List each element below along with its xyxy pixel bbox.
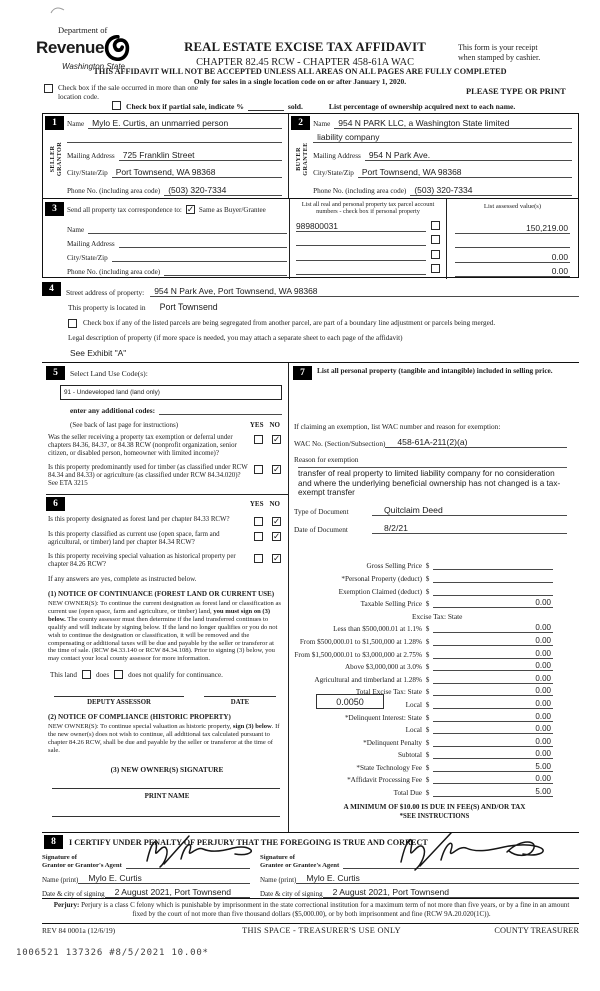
seller-phone-field[interactable]: (503) 320-7334 [164, 185, 282, 196]
seller-section [43, 114, 288, 198]
s6q2-yes-checkbox[interactable] [254, 532, 263, 541]
wac-number-field[interactable]: 458-61A-211(2)(a) [385, 437, 567, 448]
segregated-label: Check box if any of the listed parcels are being segregated from another parcel, are part of a boundary line adjustment or parcels being merged. [83, 319, 496, 327]
corr-name-label: Name [67, 225, 85, 234]
corr-phone-label: Phone No. (including area code) [67, 267, 161, 276]
money-label: Less than $500,000.01 at 1.1% [333, 625, 422, 634]
seller-city-label: City/State/Zip [67, 169, 108, 178]
see-instructions-note: *SEE INSTRUCTIONS [399, 813, 470, 821]
located-in-field[interactable]: Port Townsend [159, 302, 218, 312]
grantee-name-print-label: Name (print) [260, 875, 297, 884]
compliance-text: NEW OWNER(S): To continue special valuation as historic property, sign (3) below. If the new owner(s) does not wish to continue, all additional tax calculated pursuant to chapter 84.26 RCW, shall be due and payable by the seller or transferor at the time of sale. [48, 723, 280, 754]
corr-name-field[interactable] [88, 233, 287, 234]
s6q3-no-checkbox[interactable]: ✓ [273, 552, 281, 563]
additional-codes-label: enter any additional codes: [70, 406, 156, 415]
grantee-signature-label: Signature of Grantee or Grantee's Agent [260, 854, 340, 869]
parcel-personal-checkbox[interactable] [431, 235, 440, 244]
buyer-section [288, 114, 578, 198]
partial-sale-label: Check box if partial sale, indicate % [126, 102, 244, 111]
money-label: *Affidavit Processing Fee [347, 776, 422, 785]
partial-sale-checkbox[interactable] [112, 101, 121, 110]
seller-name-field[interactable]: Mylo E. Curtis, an unmarried person [88, 118, 282, 129]
continuance-text: NEW OWNER(S): To continue the current designation as forest land or classification as current use (open space, farm and agriculture, or timber) land, you must sign on (3) below. The county assessor must then determine if the land transferred continues to qualify and will indicate by signing below. If the land no longer qualifies or you do not wish to continue the designation or classification, it will be removed and the compensating or additional taxes will be due and payable by the seller or transferor at the time of sale. (RCW 84.33.140 or RCW 84.34.108). Prior to signing (3) below, you may contact your local county assessor for more information. [48, 600, 281, 663]
money-label: From $1,500,000.01 to $3,000,000 at 2.75% [294, 650, 422, 659]
historical-property-question: Is this property receiving special valuation as historical property per chapter 84.26 RCW? [48, 552, 236, 568]
s6q2-no-checkbox[interactable]: ✓ [273, 531, 281, 542]
money-field[interactable]: 0.00 [433, 636, 553, 646]
multi-location-label: Check box if the sale occurred in more than one location code. [58, 83, 199, 101]
corr-city-label: City/State/Zip [67, 253, 108, 262]
buyer-phone-label: Phone No. (including area code) [313, 186, 407, 195]
seller-city-field[interactable]: Port Townsend, WA 98368 [112, 167, 282, 178]
section-1-number: 1 [45, 116, 64, 130]
seller-name-label: Name [67, 120, 85, 128]
same-as-buyer-label: Same as Buyer/Grantee [198, 205, 266, 214]
pen-mark [50, 6, 66, 15]
land-does-checkbox[interactable] [82, 670, 91, 679]
seller-mailing-label: Mailing Address [67, 151, 115, 160]
main-two-column [42, 362, 579, 832]
grantor-signature-label: Signature of Grantor or Grantor's Agent [42, 854, 122, 869]
legal-description-label: Legal description of property (if more space is needed, you may attach a separate sheet to each page of the affidavit) [68, 334, 403, 342]
receipt-note: This form is your receipt when stamped by cashier. [458, 43, 541, 62]
seller-name2-field[interactable] [67, 142, 282, 143]
assessed-value-field[interactable]: 0.00 [455, 266, 570, 277]
does-label: does [95, 670, 110, 679]
dollar-sign: $ [425, 663, 430, 672]
dollar-sign: $ [425, 637, 430, 646]
deputy-date-line[interactable]: DATE [204, 696, 276, 706]
money-field[interactable]: 5.00 [433, 787, 553, 797]
print-name-line[interactable] [52, 816, 280, 817]
exemption-deferral-question: Was the seller receiving a property tax exemption or deferral under chapters 84.36, 84.37, or 84.38 RCW (nonprofit organization, senior citizen, or disabled person, homeowner with limited income)? [48, 434, 237, 458]
grantor-name-field[interactable]: Mylo E. Curtis [78, 873, 250, 884]
forest-land-question: Is this property designated as forest land per chapter 84.33 RCW? [48, 516, 230, 524]
certification-section [42, 832, 579, 898]
seller-mailing-field[interactable]: 725 Franklin Street [119, 150, 282, 161]
assessed-values-column [446, 199, 578, 279]
money-field[interactable]: 0.00 [433, 649, 553, 659]
parcel-number-field[interactable] [296, 274, 426, 275]
form-subtitle: CHAPTER 82.45 RCW - CHAPTER 458-61A WAC [196, 57, 414, 68]
money-field[interactable]: 0.00 [433, 686, 553, 696]
answers-yes-note: If any answers are yes, complete as instructed below. [48, 575, 197, 584]
street-address-field[interactable]: 954 N Park Ave, Port Townsend, WA 98368 [150, 286, 579, 297]
grantee-signature-ink [387, 830, 557, 872]
dollar-sign: $ [425, 587, 430, 596]
dollar-sign: $ [425, 700, 430, 709]
reason-label: Reason for exemption [294, 455, 359, 464]
tax-correspondence-section [43, 198, 578, 279]
assessed-values-header: List assessed value(s) [483, 203, 542, 210]
dollar-sign: $ [425, 600, 430, 609]
doc-date-label: Date of Document [294, 524, 348, 534]
section-2-number: 2 [291, 116, 310, 130]
s5q2-no-checkbox[interactable]: ✓ [273, 463, 281, 474]
rev-number: REV 84 0001a (12/6/19) [42, 926, 116, 935]
local-rate-box[interactable]: 0.0050 [316, 694, 384, 709]
money-field[interactable]: 0.00 [433, 699, 553, 709]
grantee-date-city-field[interactable]: 2 August 2021, Port Townsend [323, 887, 579, 898]
money-label: Gross Selling Price [366, 562, 422, 571]
money-label: Local [405, 726, 422, 735]
money-field[interactable]: 0.00 [433, 598, 553, 608]
money-field[interactable]: 0.00 [433, 623, 553, 633]
money-label: Total Excise Tax: State [355, 688, 422, 697]
partial-sale-suffix: sold. [287, 102, 303, 111]
dollar-sign: $ [425, 688, 430, 697]
seller-phone-label: Phone No. (including area code) [67, 186, 161, 195]
land-use-code-field[interactable]: 91 - Undeveloped land (land only) [60, 385, 282, 400]
money-field[interactable]: 0.00 [433, 674, 553, 684]
land-use-title: Select Land Use Code(s): [70, 368, 148, 378]
land-use-column [42, 363, 289, 832]
money-label: *Personal Property (deduct) [341, 574, 422, 583]
s5q2-yes-checkbox[interactable] [254, 465, 263, 474]
money-field[interactable]: 0.00 [433, 712, 553, 722]
excise-tax-state-header: Excise Tax: State [412, 611, 463, 621]
partial-sale-percent-field[interactable] [248, 110, 284, 111]
section-6-number: 6 [46, 497, 65, 511]
personal-property-title: List all personal property (tangible and intangible) included in selling price. [317, 366, 553, 375]
buyer-name2-field[interactable]: liability company [313, 132, 572, 143]
dollar-sign: $ [425, 751, 430, 760]
s5q1-no-checkbox[interactable]: ✓ [273, 434, 281, 444]
section-7-number: 7 [293, 366, 312, 380]
compliance-title: (2) NOTICE OF COMPLIANCE (HISTORIC PROPERTY) [48, 713, 231, 722]
parcel-header: List all real and personal property tax parcel account numbers - check box if personal property [301, 201, 435, 216]
money-field[interactable]: 0.00 [433, 749, 553, 759]
new-owner-signature-line[interactable] [52, 788, 280, 789]
assessed-value-field[interactable]: 150,219.00 [455, 223, 570, 234]
buyer-city-field[interactable]: Port Townsend, WA 98368 [358, 167, 572, 178]
doc-type-field[interactable]: Quitclaim Deed [372, 505, 567, 516]
legal-description-field[interactable]: See Exhibit "A" [70, 348, 127, 358]
logo-dept-of: Department of [58, 25, 108, 35]
land-does-not-checkbox[interactable] [114, 670, 123, 679]
money-label: Total Due [393, 789, 422, 798]
section-4-number: 4 [42, 282, 61, 296]
treasurer-space-label: THIS SPACE - TREASURER'S USE ONLY [242, 926, 401, 935]
county-treasurer-label: COUNTY TREASURER [494, 926, 579, 935]
dollar-sign: $ [425, 789, 430, 798]
perjury-label: Perjury: [53, 901, 80, 909]
grantee-date-city-label: Date & city of signing [260, 890, 323, 898]
money-label: Above $3,000,000 at 3.0% [344, 663, 422, 672]
buyer-phone-field[interactable]: (503) 320-7334 [410, 185, 572, 196]
s6q1-yes-checkbox[interactable] [254, 517, 263, 526]
cashier-stamp: 1006521 137326 #8/5/2021 10.00* [16, 948, 209, 958]
parcel-number-field[interactable]: 989800031 [296, 221, 426, 232]
perjury-text: Perjury is a class C felony which is punishable by imprisonment in the state correctional institution for a maximum term of not more than five years, or by a fine in an amount fixed by the court of not more than five thousand dollars ($5,000.00), or by both imprisonment and fine (RCW 9A.20.020(1C)). [81, 901, 570, 918]
money-label: Subtotal [398, 751, 422, 760]
parcel-personal-checkbox[interactable] [431, 250, 440, 259]
grantor-date-city-field[interactable]: 2 August 2021, Port Townsend [105, 887, 250, 898]
form-header [0, 0, 600, 113]
s6q1-no-checkbox[interactable]: ✓ [273, 516, 281, 527]
single-location-note: Only for sales in a single location code on or after January 1, 2020. [193, 77, 407, 86]
buyer-mailing-field[interactable]: 954 N Park Ave. [365, 150, 572, 161]
reason-field[interactable]: transfer of real property to limited liability company for no consideration and where the underlying beneficial ownership has not changed is a tax-exempt transfer [298, 467, 567, 498]
yes-no-header: YES NO [249, 500, 280, 509]
parties-box [42, 113, 579, 278]
deputy-assessor-signature-line[interactable]: DEPUTY ASSESSOR [54, 696, 184, 706]
grantee-name-field[interactable]: Mylo E. Curtis [296, 873, 579, 884]
section-8-number: 8 [44, 835, 63, 849]
print-name-label: PRINT NAME [144, 791, 190, 800]
assessed-value-field[interactable]: 0.00 [455, 252, 570, 263]
money-label: From $500,000.01 to $1,500,000 at 1.28% [299, 637, 422, 646]
section-5-number: 5 [46, 366, 65, 380]
buyer-city-label: City/State/Zip [313, 169, 354, 178]
buyer-grantee-side-label: BUYER GRANTEE [295, 142, 310, 176]
dollar-sign: $ [425, 738, 430, 747]
buyer-mailing-label: Mailing Address [313, 151, 361, 160]
dollar-sign: $ [425, 713, 430, 722]
perjury-notice [42, 898, 579, 924]
money-label: *State Technology Fee [356, 763, 422, 772]
certify-statement: I CERTIFY UNDER PENALTY OF PERJURY THAT THE FOREGOING IS TRUE AND CORRECT [69, 837, 428, 847]
form-footer [42, 926, 579, 935]
logo-revenue: Revenue [36, 38, 105, 57]
dollar-sign: $ [425, 650, 430, 659]
s5q1-yes-checkbox[interactable] [254, 435, 263, 444]
money-label: Exemption Claimed (deduct) [338, 587, 422, 596]
acceptance-warning: THIS AFFIDAVIT WILL NOT BE ACCEPTED UNLESS ALL AREAS ON ALL PAGES ARE FULLY COMPLETED [93, 67, 507, 76]
money-field[interactable]: 0.00 [433, 724, 553, 734]
money-label: *Delinquent Interest: State [344, 713, 422, 722]
section-3-number: 3 [45, 202, 64, 216]
send-correspondence-label: Send all property tax correspondence to: [67, 205, 182, 214]
seeback-note: (See back of last page for instructions) [70, 421, 179, 429]
dollar-sign: $ [425, 776, 430, 785]
money-field[interactable]: 0.00 [433, 737, 553, 747]
minimum-fee-note: A MINIMUM OF $10.00 IS DUE IN FEE(S) AND/OR TAX [343, 803, 526, 812]
timber-agriculture-question: Is this property predominantly used for timber (as classified under RCW 84.34 and 84.33) or agriculture (as classified under RCW 84.34.020)? See ETA 3215 [48, 463, 248, 488]
this-land-label: This land [50, 670, 77, 679]
s6q3-yes-checkbox[interactable] [254, 554, 263, 563]
grantor-name-print-label: Name (print) [42, 875, 79, 884]
dollar-sign: $ [425, 726, 430, 735]
corr-mailing-label: Mailing Address [67, 239, 115, 248]
parcel-personal-checkbox[interactable] [431, 221, 440, 230]
money-label: Taxable Selling Price [360, 600, 422, 609]
dollar-sign: $ [425, 562, 430, 571]
doc-type-label: Type of Document [294, 506, 349, 516]
exemption-note: If claiming an exemption, list WAC number and reason for exemption: [294, 422, 501, 431]
please-type-note: PLEASE TYPE OR PRINT [466, 87, 566, 96]
corr-phone-field[interactable] [164, 275, 287, 276]
property-address-section [42, 282, 579, 358]
corr-mailing-field[interactable] [119, 247, 287, 248]
new-owner-signature-label: (3) NEW OWNER(S) SIGNATURE [110, 764, 224, 774]
grantor-signature-ink [137, 833, 255, 869]
yes-no-header: YES NO [249, 421, 280, 429]
dor-swirl-icon [104, 35, 130, 61]
same-as-buyer-checkbox[interactable]: ✓ [186, 204, 194, 214]
wac-label: WAC No. (Section/Subsection) [294, 439, 386, 448]
buyer-name-label: Name [313, 120, 331, 128]
dollar-sign: $ [425, 763, 430, 772]
additional-codes-field[interactable] [159, 405, 282, 415]
personal-property-blank-area[interactable] [290, 380, 579, 422]
seller-grantor-side-label: SELLER GRANTOR [49, 141, 63, 177]
dollar-sign: $ [425, 675, 430, 684]
money-label: *Delinquent Penalty [363, 738, 422, 747]
form-title: REAL ESTATE EXCISE TAX AFFIDAVIT [184, 40, 426, 54]
street-address-label: Street address of property: [66, 288, 145, 297]
logo-washington-state: Washington State [62, 61, 126, 71]
parcel-personal-checkbox[interactable] [431, 264, 440, 273]
dollar-sign: $ [425, 574, 430, 583]
money-label: Agricultural and timberland at 1.28% [314, 675, 422, 684]
corr-city-field[interactable] [112, 261, 287, 262]
money-field[interactable]: 0.00 [433, 661, 553, 671]
exemption-excise-column [290, 363, 579, 832]
continuance-title: (1) NOTICE OF CONTINUANCE (FOREST LAND OR CURRENT USE) [48, 590, 275, 599]
current-use-question: Is this property classified as current use (open space, farm and agricultural, or timber) land per chapter 84.34 RCW? [48, 531, 220, 547]
does-not-label: does not qualify for continuance. [128, 670, 223, 679]
parcel-numbers-column [289, 199, 446, 279]
grantor-date-city-label: Date & city of signing [42, 890, 105, 898]
located-in-label: This property is located in [68, 303, 146, 312]
doc-date-field[interactable]: 8/2/21 [372, 523, 567, 534]
multi-location-checkbox[interactable] [44, 84, 53, 93]
dollar-sign: $ [425, 625, 430, 634]
ownership-note: List percentage of ownership acquired next to each name. [328, 102, 516, 111]
money-field[interactable]: 0.00 [433, 774, 553, 784]
segregated-checkbox[interactable] [68, 319, 77, 328]
money-label: Local [405, 700, 422, 709]
buyer-name-field[interactable]: 954 N PARK LLC, a Washington State limited [334, 118, 572, 129]
money-field[interactable]: 5.00 [433, 762, 553, 772]
